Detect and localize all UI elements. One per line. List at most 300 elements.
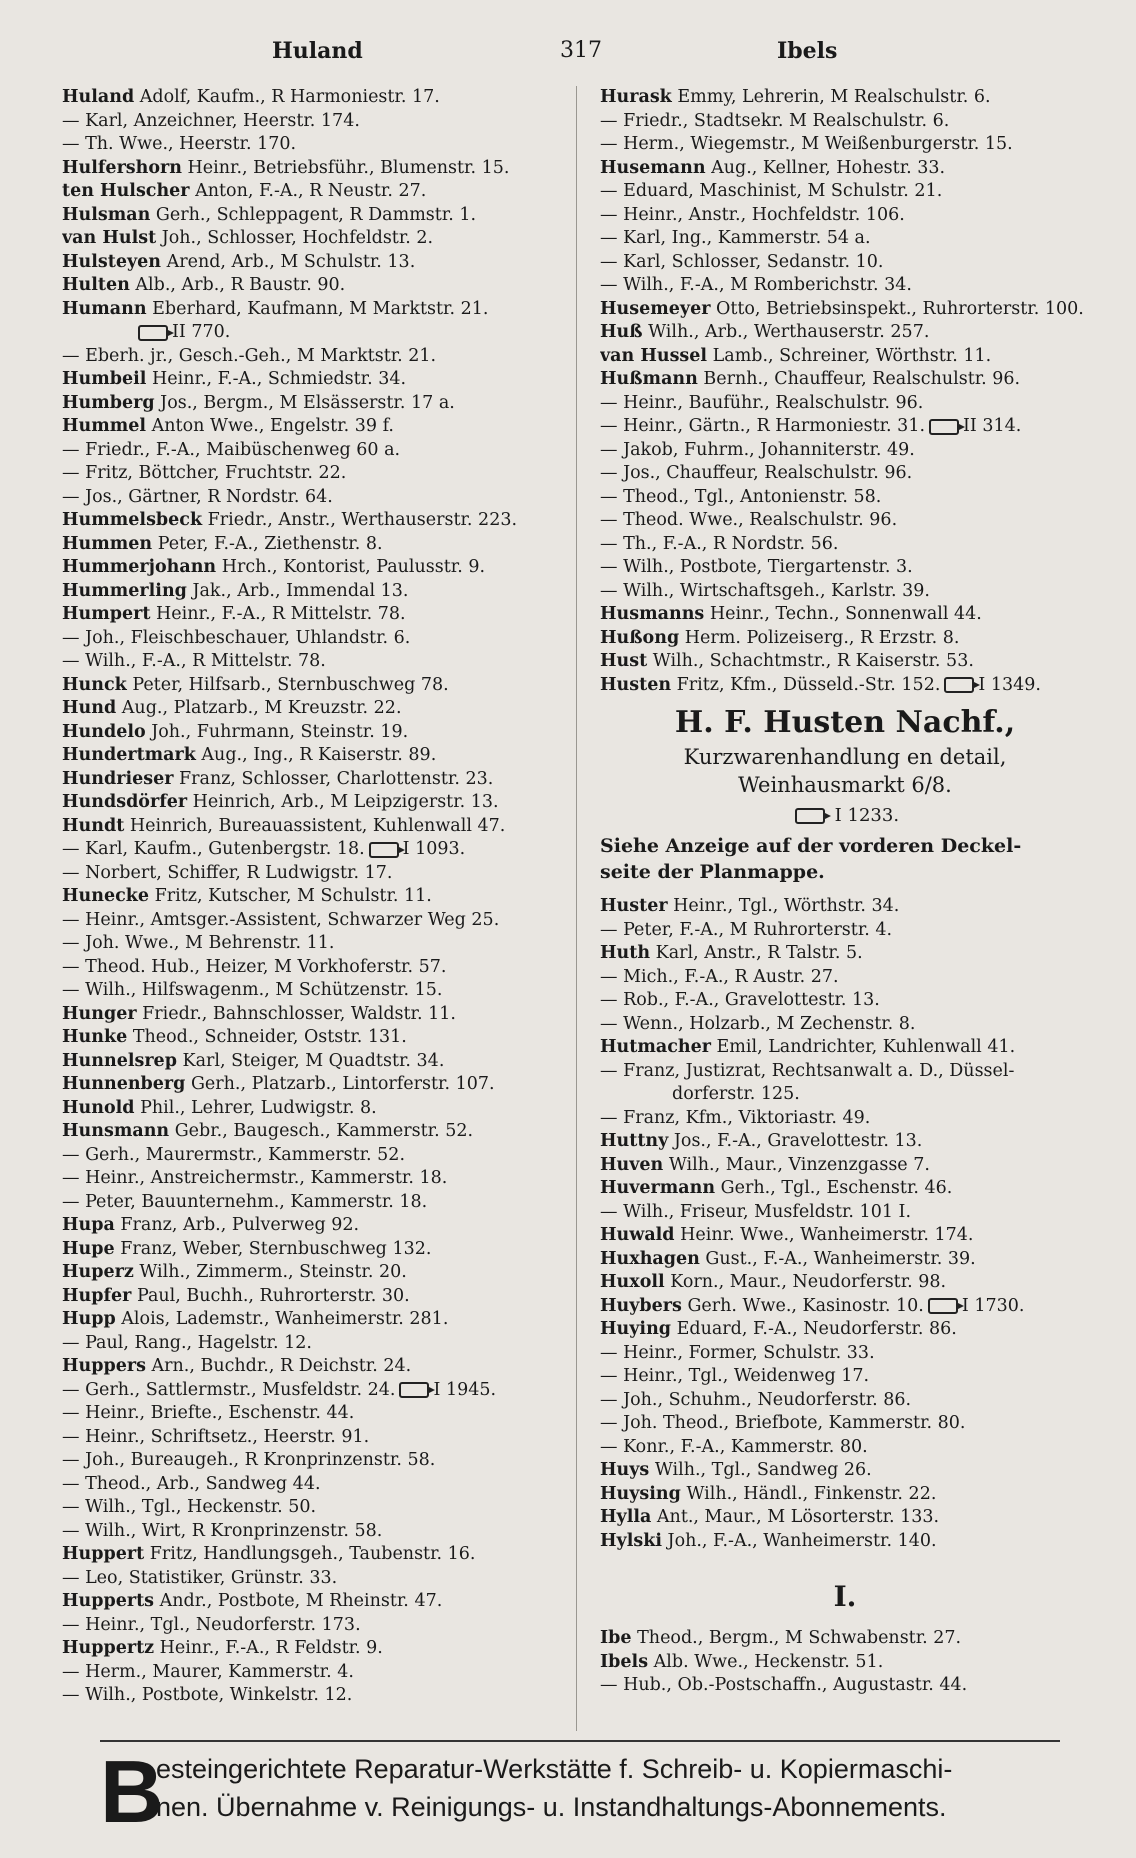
directory-entry: [62, 1661, 562, 1685]
entry-surname: Hummerling: [62, 580, 187, 601]
entry-details: Friedr., Bahnschlosser, Waldstr. 11.: [136, 1003, 456, 1024]
entry-details: Emil, Landrichter, Kuhlenwall 41.: [710, 1037, 1016, 1057]
entry-surname: Huysing: [600, 1483, 681, 1504]
directory-entry: [600, 180, 1090, 204]
entry-details: — Norbert, Schiffer, R Ludwigstr. 17.: [62, 862, 393, 883]
entry-details: — Friedr., Stadtsekr. M Realschulstr. 6.: [600, 110, 950, 131]
entry-phone-number: I 1730.: [961, 1295, 1025, 1316]
directory-entry: [600, 86, 1090, 110]
entry-details: Joh., Fuhrmann, Steinstr. 19.: [145, 721, 409, 742]
directory-entry: [600, 1412, 1090, 1436]
entry-surname: Hummel: [62, 416, 147, 436]
advert-phone-number: I 1233.: [834, 805, 900, 826]
directory-entry: [62, 1426, 562, 1450]
directory-entry: [600, 1201, 1090, 1225]
entry-surname: Huppert: [62, 1544, 145, 1564]
entry-details: Wilh., Zimmerm., Steinstr. 20.: [133, 1262, 407, 1282]
directory-entry: [600, 1060, 1090, 1084]
entry-details: — Theod. Wwe., Realschulstr. 96.: [600, 510, 898, 530]
entry-details: Fritz, Handlungsgeh., Taubenstr. 16.: [144, 1544, 476, 1564]
entry-details: — Mich., F.-A., R Austr. 27.: [600, 966, 839, 987]
directory-entry: [600, 1130, 1090, 1154]
directory-entry: [62, 368, 562, 392]
directory-entry: [600, 966, 1090, 990]
left-column: [62, 86, 562, 1708]
right-column-final-entries: [600, 1627, 1090, 1698]
entry-surname: Huster: [600, 896, 668, 916]
entry-details: — Leo, Statistiker, Grünstr. 33.: [62, 1567, 338, 1588]
entry-details: Aug., Ing., R Kaiserstr. 89.: [195, 745, 437, 765]
entry-surname: Ibe: [600, 1628, 632, 1648]
directory-entry: [600, 1651, 1090, 1675]
entry-surname: Hundt: [62, 815, 125, 836]
entry-details: — Wilh., Wirtschaftsgeh., Karlstr. 39.: [600, 580, 930, 601]
entry-details: — Heinr., Briefte., Eschenstr. 44.: [62, 1403, 355, 1423]
entry-details: — Eduard, Maschinist, M Schulstr. 21.: [600, 181, 943, 201]
entry-details: Aug., Platzarb., M Kreuzstr. 22.: [116, 698, 402, 718]
entry-details: Jak., Arb., Immendal 13.: [186, 580, 409, 601]
entry-surname: Huvermann: [600, 1178, 716, 1198]
entry-surname: Huttny: [600, 1131, 669, 1151]
entry-details: — Heinr., Former, Schulstr. 33.: [600, 1342, 875, 1363]
directory-entry: [600, 1389, 1090, 1413]
entry-details: — Heinr., Bauführ., Realschulstr. 96.: [600, 392, 924, 413]
entry-details: — Wilh., Tgl., Heckenstr. 50.: [62, 1497, 317, 1517]
entry-surname: Huying: [600, 1319, 672, 1339]
directory-entry: [600, 919, 1090, 943]
directory-entry: [600, 1342, 1090, 1366]
advert-note-line-2: seite der Planmappe.: [600, 861, 825, 883]
directory-entry: [600, 1436, 1090, 1460]
entry-details: Andr., Postbote, M Rheinstr. 47.: [154, 1591, 443, 1611]
entry-details: — Th. Wwe., Heerstr. 170.: [62, 134, 297, 154]
entry-details: Wilh., Händl., Finkenstr. 22.: [680, 1483, 937, 1504]
entry-details: — Theod., Tgl., Antonienstr. 58.: [600, 486, 882, 507]
directory-entry: [62, 1214, 562, 1238]
entry-details: Heinr., F.-A., Schmiedstr. 34.: [146, 369, 407, 389]
directory-entry: [600, 1154, 1090, 1178]
directory-entry: [600, 462, 1090, 486]
directory-entry: [62, 556, 562, 580]
entry-details: Paul, Buchh., Ruhrorterstr. 30.: [131, 1285, 410, 1306]
entry-details: Jos., F.-A., Gravelottestr. 13.: [668, 1131, 923, 1151]
directory-entry: [62, 1332, 562, 1356]
directory-entry: [62, 157, 562, 181]
entry-details: dorferstr. 125.: [672, 1084, 800, 1104]
entry-surname: Huppers: [62, 1356, 146, 1376]
right-column-bottom-entries: [600, 895, 1090, 1553]
entry-details: — Peter, Bauunternehm., Kammerstr. 18.: [62, 1191, 428, 1212]
directory-entry: [62, 86, 562, 110]
entry-details: — Gerh., Sattlermstr., Musfeldstr. 24.: [62, 1379, 396, 1400]
directory-entry: [600, 1177, 1090, 1201]
entry-surname: Huppertz: [62, 1638, 155, 1658]
entry-phone-number: I 1093.: [402, 839, 466, 859]
entry-surname: Hutmacher: [600, 1037, 711, 1057]
entry-surname: Hunold: [62, 1097, 135, 1118]
directory-entry: [62, 133, 562, 157]
directory-entry: [62, 486, 562, 510]
entry-details: Lamb., Schreiner, Wörthstr. 11.: [707, 345, 992, 366]
directory-entry: [600, 204, 1090, 228]
entry-details: Heinr., F.-A., R Mittelstr. 78.: [150, 604, 406, 624]
entry-surname: Husemann: [600, 157, 706, 178]
entry-details: — Franz, Kfm., Viktoriastr. 49.: [600, 1107, 871, 1128]
directory-entry: [62, 251, 562, 275]
entry-details: — Friedr., F.-A., Maibüschenweg 60 a.: [62, 439, 401, 460]
telephone-icon: [369, 842, 399, 858]
directory-entry: [600, 274, 1090, 298]
directory-entry: [62, 1496, 562, 1520]
directory-entry: [62, 321, 562, 345]
entry-surname: Hust: [600, 651, 648, 671]
directory-entry: [600, 580, 1090, 604]
directory-entry: [600, 133, 1090, 157]
advertisement: [600, 703, 1090, 885]
entry-details: Heinr., Betriebsführ., Blumenstr. 15.: [181, 157, 510, 178]
directory-entry: [600, 392, 1090, 416]
directory-entry: [62, 345, 562, 369]
entry-surname: van Hulst: [62, 228, 157, 248]
directory-entry: [62, 1590, 562, 1614]
directory-entry: [600, 321, 1090, 345]
entry-details: — Heinr., Tgl., Weidenweg 17.: [600, 1366, 870, 1386]
page-number: 317: [560, 38, 602, 63]
header-left-keyword: Huland: [272, 38, 363, 64]
entry-details: — Heinr., Amtsger.-Assistent, Schwarzer Weg 25.: [62, 909, 500, 930]
entry-surname: Hußong: [600, 627, 680, 648]
entry-surname: Ibels: [600, 1651, 649, 1672]
directory-entry: [62, 1073, 562, 1097]
entry-details: — Wilh., Postbote, Winkelstr. 12.: [62, 1685, 353, 1705]
telephone-icon: [944, 677, 974, 693]
directory-entry: [62, 1144, 562, 1168]
directory-entry: [600, 227, 1090, 251]
footer-line-1: esteingerichtete Reparatur-Werkstätte f. Schreib- u. Kopiermaschi-: [156, 1754, 953, 1784]
entry-details: — Herm., Wiegemstr., M Weißenburgerstr. 15.: [600, 134, 1013, 154]
entry-surname: Huperz: [62, 1262, 134, 1282]
entry-details: — Wenn., Holzarb., M Zechenstr. 8.: [600, 1013, 916, 1034]
telephone-icon: [138, 325, 168, 341]
entry-surname: Hupfer: [62, 1285, 132, 1306]
advert-line-2: Weinhausmarkt 6/8.: [738, 773, 952, 797]
entry-details: Korn., Maur., Neudorferstr. 98.: [664, 1272, 947, 1292]
entry-details: Bernh., Chauffeur, Realschulstr. 96.: [697, 369, 1021, 389]
entry-details: — Wilh., Hilfswagenm., M Schützenstr. 15.: [62, 980, 443, 1000]
entry-details: — Hub., Ob.-Postschaffn., Augustastr. 44.: [600, 1675, 968, 1695]
directory-entry: [62, 603, 562, 627]
entry-surname: Humann: [62, 298, 147, 319]
entry-details: Anton, F.-A., R Neustr. 27.: [189, 181, 427, 201]
directory-entry: [62, 580, 562, 604]
entry-surname: Huland: [62, 87, 135, 107]
directory-entry: [62, 791, 562, 815]
entry-details: Peter, Hilfsarb., Sternbuschweg 78.: [126, 674, 449, 695]
directory-entry: [600, 1036, 1090, 1060]
directory-entry: [62, 744, 562, 768]
entry-surname: Huxhagen: [600, 1248, 700, 1269]
directory-entry: [600, 345, 1090, 369]
entry-surname: Huwald: [600, 1225, 675, 1245]
entry-details: Alb., Arb., R Baustr. 90.: [129, 275, 346, 295]
directory-entry: [62, 862, 562, 886]
entry-details: Ant., Maur., M Lösorterstr. 133.: [651, 1507, 940, 1527]
entry-surname: Hulfershorn: [62, 157, 182, 178]
entry-surname: van Hussel: [600, 345, 708, 366]
entry-details: Wilh., Arb., Werthauserstr. 257.: [642, 322, 930, 342]
entry-details: Arend, Arb., M Schulstr. 13.: [161, 251, 416, 272]
entry-surname: Husten: [600, 674, 672, 695]
entry-details: — Konr., F.-A., Kammerstr. 80.: [600, 1436, 868, 1457]
directory-entry: [62, 439, 562, 463]
entry-details: Alois, Lademstr., Wanheimerstr. 281.: [115, 1309, 449, 1329]
entry-details: Wilh., Schachtmstr., R Kaiserstr. 53.: [647, 651, 974, 671]
entry-details: Gerh., Tgl., Eschenstr. 46.: [715, 1178, 953, 1198]
entry-details: Heinrich, Bureauassistent, Kuhlenwall 47.: [124, 815, 506, 836]
telephone-icon: [399, 1382, 429, 1398]
entry-details: Joh., F.-A., Wanheimerstr. 140.: [661, 1530, 937, 1551]
entry-surname: Huys: [600, 1460, 650, 1480]
entry-surname: Hylski: [600, 1530, 662, 1551]
entry-surname: Hupe: [62, 1238, 115, 1259]
directory-entry: [62, 1285, 562, 1309]
directory-entry: [600, 298, 1090, 322]
directory-entry: [62, 956, 562, 980]
entry-surname: Hunnelsrep: [62, 1050, 177, 1071]
directory-entry: [600, 509, 1090, 533]
entry-details: Jos., Bergm., M Elsässerstr. 17 a.: [154, 392, 455, 413]
directory-entry: [600, 439, 1090, 463]
directory-entry: [62, 1473, 562, 1497]
entry-details: Wilh., Maur., Vinzenzgasse 7.: [663, 1154, 930, 1175]
telephone-icon: [928, 1298, 958, 1314]
right-column-top-entries: [600, 86, 1090, 697]
footer-advertisement: [100, 1740, 1060, 1842]
directory-entry: [600, 650, 1090, 674]
directory-entry: [62, 627, 562, 651]
directory-entry: [600, 1295, 1090, 1319]
directory-entry: [62, 932, 562, 956]
entry-details: Heinr., F.-A., R Feldstr. 9.: [154, 1638, 383, 1658]
column-divider: [576, 86, 577, 1731]
entry-details: Otto, Betriebsinspekt., Ruhrorterstr. 100.: [710, 298, 1084, 319]
directory-entry: [600, 368, 1090, 392]
directory-entry: [600, 1530, 1090, 1554]
entry-details: — Wilh., Postbote, Tiergartenstr. 3.: [600, 557, 913, 577]
directory-entry: [600, 1248, 1090, 1272]
directory-entry: [600, 415, 1090, 439]
directory-entry: [62, 815, 562, 839]
directory-entry: [62, 909, 562, 933]
right-column: [600, 86, 1090, 1698]
directory-entry: [600, 1674, 1090, 1698]
entry-details: — Franz, Justizrat, Rechtsanwalt a. D., Düssel-: [600, 1060, 1015, 1081]
entry-details: — Wilh., Friseur, Musfeldstr. 101 I.: [600, 1201, 912, 1222]
directory-entry: [600, 674, 1090, 698]
entry-details: Arn., Buchdr., R Deichstr. 24.: [145, 1356, 412, 1376]
entry-phone-number: I 1945.: [433, 1379, 497, 1400]
directory-entry: [62, 1684, 562, 1708]
directory-entry: [600, 1107, 1090, 1131]
entry-surname: Huybers: [600, 1295, 682, 1316]
directory-entry: [62, 1026, 562, 1050]
telephone-icon: [795, 808, 825, 824]
directory-entry: [62, 885, 562, 909]
directory-entry: [600, 1506, 1090, 1530]
entry-surname: Hulsman: [62, 204, 151, 225]
entry-details: Gerh., Schleppagent, R Dammstr. 1.: [150, 204, 477, 225]
advert-note-line-1: Siehe Anzeige auf der vorderen Deckel-: [600, 835, 1022, 857]
entry-details: Franz, Schlosser, Charlottenstr. 23.: [173, 768, 494, 789]
entry-surname: Humbeil: [62, 369, 147, 389]
entry-details: Gust., F.-A., Wanheimerstr. 39.: [699, 1248, 976, 1269]
directory-entry: [62, 415, 562, 439]
entry-details: — Eberh. jr., Gesch.-Geh., M Marktstr. 21.: [62, 345, 437, 366]
entry-surname: Hupp: [62, 1309, 116, 1329]
entry-surname: Hunck: [62, 674, 127, 695]
directory-entry: [62, 533, 562, 557]
directory-entry: [62, 1379, 562, 1403]
directory-entry: [62, 1567, 562, 1591]
entry-details: — Heinr., Tgl., Neudorferstr. 173.: [62, 1614, 361, 1635]
entry-details: Franz, Arb., Pulverweg 92.: [114, 1215, 360, 1235]
entry-details: Heinr., Tgl., Wörthstr. 34.: [667, 896, 900, 916]
entry-details: — Th., F.-A., R Nordstr. 56.: [600, 533, 839, 554]
entry-surname: Hundsdörfer: [62, 792, 188, 812]
entry-details: — Herm., Maurer, Kammerstr. 4.: [62, 1661, 354, 1682]
directory-entry: [62, 1520, 562, 1544]
directory-entry: [62, 1637, 562, 1661]
directory-entry: [62, 1308, 562, 1332]
entry-surname: Humpert: [62, 604, 151, 624]
entry-phone-number: I 1349.: [978, 674, 1041, 695]
section-letter: I.: [833, 1580, 857, 1613]
entry-details: — Jos., Chauffeur, Realschulstr. 96.: [600, 463, 913, 483]
entry-surname: Humberg: [62, 392, 155, 413]
entry-surname: Hunecke: [62, 886, 150, 906]
directory-entry: [600, 1271, 1090, 1295]
entry-details: Anton Wwe., Engelstr. 39 f.: [146, 416, 394, 436]
directory-entry: [62, 768, 562, 792]
entry-surname: Huth: [600, 943, 651, 963]
footer-initial-letter: B: [100, 1742, 164, 1841]
entry-details: — Joh. Theod., Briefbote, Kammerstr. 80.: [600, 1413, 966, 1433]
entry-surname: Hummen: [62, 533, 153, 554]
entry-surname: Hurask: [600, 87, 672, 107]
directory-entry: [62, 227, 562, 251]
entry-details: — Heinr., Anstr., Hochfeldstr. 106.: [600, 204, 905, 225]
entry-details: Heinrich, Arb., M Leipzigerstr. 13.: [187, 792, 499, 812]
directory-entry: [62, 674, 562, 698]
directory-entry: [62, 1402, 562, 1426]
directory-entry: [600, 157, 1090, 181]
entry-details: — Theod. Hub., Heizer, M Vorkhoferstr. 57.: [62, 956, 447, 977]
entry-details: — Karl, Schlosser, Sedanstr. 10.: [600, 251, 884, 272]
entry-surname: Hußmann: [600, 369, 698, 389]
directory-entry: [600, 1318, 1090, 1342]
entry-details: Theod., Schneider, Oststr. 131.: [127, 1027, 407, 1047]
entry-surname: Husmanns: [600, 604, 705, 624]
entry-surname: Hunnenberg: [62, 1074, 186, 1094]
entry-surname: Hunsmann: [62, 1121, 170, 1141]
entry-surname: Hummelsbeck: [62, 510, 203, 530]
advert-company-name: H. F. Husten Nachf.,: [674, 705, 1016, 740]
directory-entry: [600, 556, 1090, 580]
directory-entry: [600, 989, 1090, 1013]
directory-entry: [62, 509, 562, 533]
entry-details: — Heinr., Anstreichermstr., Kammerstr. 18.: [62, 1168, 448, 1188]
entry-phone-number: II 314.: [963, 416, 1022, 436]
directory-entry: [600, 1459, 1090, 1483]
directory-entry: [62, 1097, 562, 1121]
entry-details: Karl, Anstr., R Talstr. 5.: [650, 943, 863, 963]
entry-details: — Joh., Fleischbeschauer, Uhlandstr. 6.: [62, 627, 411, 648]
directory-entry: [600, 1013, 1090, 1037]
entry-surname: ten Hulscher: [62, 181, 190, 201]
entry-details: Gerh. Wwe., Kasinostr. 10.: [681, 1295, 924, 1316]
entry-surname: Hundelo: [62, 721, 146, 742]
entry-surname: Hylla: [600, 1507, 652, 1527]
entry-surname: Hundertmark: [62, 745, 196, 765]
directory-entry: [600, 1224, 1090, 1248]
directory-entry: [600, 942, 1090, 966]
directory-entry: [62, 1261, 562, 1285]
entry-details: — Karl, Anzeichner, Heerstr. 174.: [62, 110, 360, 131]
directory-entry: [62, 110, 562, 134]
entry-details: — Theod., Arb., Sandweg 44.: [62, 1473, 321, 1494]
advert-phone: [600, 799, 1090, 833]
entry-surname: Hupa: [62, 1215, 115, 1235]
entry-details: Gerh., Platzarb., Lintorferstr. 107.: [185, 1074, 495, 1094]
entry-details: — Jakob, Fuhrm., Johanniterstr. 49.: [600, 439, 915, 460]
entry-details: — Rob., F.-A., Gravelottestr. 13.: [600, 990, 880, 1010]
advert-line-1: Kurzwarenhandlung en detail,: [683, 745, 1007, 769]
directory-entry: [600, 1627, 1090, 1651]
directory-entry: [62, 1050, 562, 1074]
directory-entry: [62, 298, 562, 322]
entry-surname: Huxoll: [600, 1272, 665, 1292]
directory-entry: [600, 1083, 1090, 1107]
entry-details: Fritz, Kutscher, M Schulstr. 11.: [149, 886, 432, 906]
entry-details: II 770.: [172, 322, 231, 342]
directory-entry: [62, 1167, 562, 1191]
directory-entry: [62, 1614, 562, 1638]
entry-surname: Husemeyer: [600, 298, 711, 319]
directory-entry: [600, 486, 1090, 510]
entry-details: — Heinr., Gärtn., R Harmoniestr. 31.: [600, 416, 926, 436]
entry-details: — Gerh., Maurermstr., Kammerstr. 52.: [62, 1144, 406, 1165]
entry-details: — Heinr., Schriftsetz., Heerstr. 91.: [62, 1426, 370, 1447]
entry-details: Franz, Weber, Sternbuschweg 132.: [114, 1238, 432, 1259]
entry-surname: Huven: [600, 1154, 664, 1175]
entry-details: Friedr., Anstr., Werthauserstr. 223.: [202, 510, 518, 530]
directory-entry: [62, 1003, 562, 1027]
entry-details: — Karl, Ing., Kammerstr. 54 a.: [600, 228, 871, 248]
directory-entry: [62, 721, 562, 745]
directory-entry: [62, 1449, 562, 1473]
entry-details: Aug., Kellner, Hohestr. 33.: [705, 157, 946, 178]
directory-entry: [62, 274, 562, 298]
entry-details: Emmy, Lehrerin, M Realschulstr. 6.: [671, 87, 991, 107]
entry-details: — Joh., Bureaugeh., R Kronprinzenstr. 58.: [62, 1450, 436, 1470]
entry-details: Theod., Bergm., M Schwabenstr. 27.: [631, 1628, 962, 1648]
directory-entry: [62, 650, 562, 674]
directory-entry: [600, 251, 1090, 275]
entry-details: Eduard, F.-A., Neudorferstr. 86.: [671, 1319, 957, 1339]
entry-details: Hrch., Kontorist, Paulusstr. 9.: [216, 557, 486, 577]
directory-entry: [62, 1120, 562, 1144]
entry-details: Alb. Wwe., Heckenstr. 51.: [648, 1651, 884, 1672]
